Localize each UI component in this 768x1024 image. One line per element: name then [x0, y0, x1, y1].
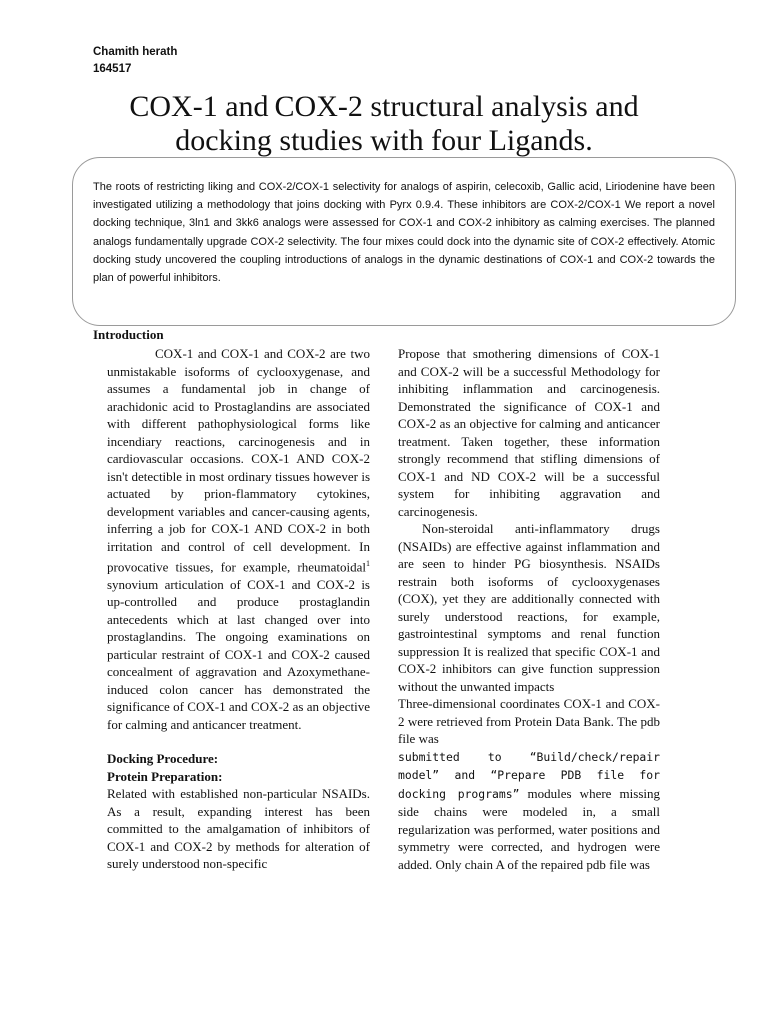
left-column — [107, 345, 370, 873]
docking-heading: Docking Procedure: — [107, 751, 219, 767]
intro-text-b: synovium articulation of COX-1 and COX-2 is up-controlled and produce prostaglandin antecedents which at last changed over into prostaglandins. The ongoing examinations on particular restraint of COX-1 and COX-2 caused concealment of aggravation and Azoxymethane-induced colon cancer has demonstrated the significance of COX-1 and COX-2 as an objective for calming and anticancer treatment. — [107, 576, 370, 732]
right-column — [398, 345, 660, 873]
title-line-1: COX-1 and COX-2 structural analysis and — [129, 90, 639, 123]
intro-paragraph — [107, 345, 370, 733]
title-line-2: docking studies with four Ligands. — [175, 124, 593, 157]
introduction-heading: Introduction — [93, 327, 164, 342]
right-paragraph-1: Propose that smothering dimensions of COX-1 and COX-2 will be a successful Methodology for inhibiting inflammation and carcinogenesis. Demonstrated the significance of COX-1 and COX-2 as an objective for calming and anticancer treatment. Taken together, these information strongly recommend that stifling dimensions of COX-1 and ND COX-2 will be a successful system for inhibiting aggravation and carcinogenesis. — [398, 346, 660, 519]
right-paragraph-2: Non-steroidal anti-inflammatory drugs (NSAIDs) are effective against inflammation and are seen to hinder PG biosynthesis. NSAIDs restrain both isoforms of cyclooxygenases (COX), yet they are additionally connected with surely understood reactions, for example, gastrointestinal symptoms and renal function suppression It is realized that specific COX-1 and COX-2 inhibitors can give function suppression without the unwanted impacts — [398, 521, 660, 694]
right-paragraph-4 — [398, 748, 660, 874]
right-paragraph-3: Three-dimensional coordinates COX-1 and COX-2 were retrieved from Protein Data Bank. The pdb file was — [398, 696, 660, 746]
abstract-box — [72, 157, 736, 326]
author-name: Chamith herath — [93, 46, 178, 58]
right-mono-text: submitted to “Build/check/repair model” and “Prepare PDB file for docking programs” — [398, 749, 660, 801]
docking-paragraph: Related with established non-particular NSAIDs. As a result, expanding interest has been committed to the amalgamation of inhibitors of COX-1 and COX-2 by methods for alteration of surely understood non-specific — [107, 786, 370, 872]
author-block — [93, 44, 177, 78]
paper-title — [0, 90, 768, 158]
intro-text-a: COX-1 and COX-1 and COX-2 are two unmistakable isoforms of cyclooxygenase, and assumes a fundamental job in change of arachidonic acid to Prostaglandins are associated with different pathophysiological forms like incendiary reactions, carcinogenesis and in cardiovascular occasions. COX-1 AND COX-2 isn't detectible in most ordinary tissues however is actuated by prion-flammatory cytokines, development variables and cancer-causing agents, inferring a job for COX-1 AND COX-2 in both irritation and control of cell development. In provocative tissues, for example, rheumatoidal — [107, 346, 370, 575]
abstract-text: The roots of restricting liking and COX-2/COX-1 selectivity for analogs of aspirin, celecoxib, Gallic acid, Liriodenine have been investigated utilizing a methodology that joins docking with Pyrx 0.9.4. These inhibitors are COX-2/COX-1 We report a novel docking technique, 3ln1 and 3kk6 analogs were assessed for COX-1 and COX-2 inhibitory as calming exercises. The planned analogs fundamentally upgrade COX-2 selectivity. The four mixes could dock into the dynamic site of COX-2 effectively. Atomic docking study uncovered the coupling introductions of analogs in the dynamic destinations of COX-1 and COX-2 towards the plan of powerful inhibitors. — [93, 181, 715, 285]
footnote-ref: 1 — [366, 559, 370, 568]
protein-prep-heading: Protein Preparation: — [107, 768, 223, 784]
right-text-rest: modules where missing side chains were modeled in, a small regularization was performed, water positions and symmetry were corrected, and hydrogen were added. Only chain A of the repaired pdb file was — [398, 785, 660, 872]
author-id: 164517 — [93, 63, 132, 75]
